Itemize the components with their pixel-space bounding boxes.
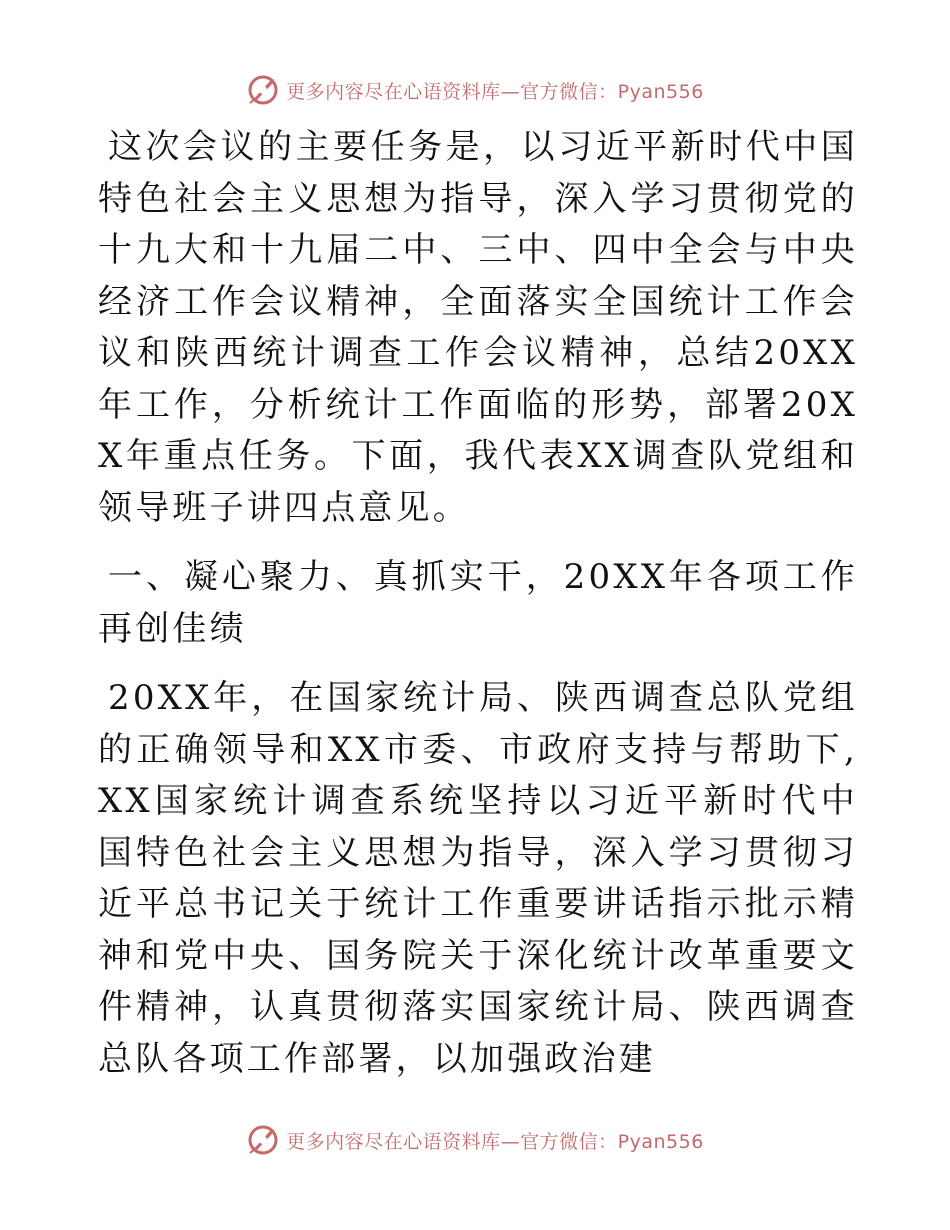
watermark-text: 更多内容尽在心语资料库—官方微信：Pyan556 — [286, 80, 704, 103]
paragraph-section-one-body: 20XX年，在国家统计局、陕西调查总队党组的正确领导和XX市委、市政府支持与帮助下,XX国家统计调查系统坚持以习近平新时代中国特色社会主义思想为指导，深入学习贯彻习近平总书记关于统计工作重要讲话指示批示精神和党中央、国务院关于深化统计改革重要文件精神，认真贯彻落实国家统计局、陕西调查总队各项工作部署，以加强政治建 — [98, 678, 858, 1079]
section-heading-one: 一、凝心聚力、真抓实干，20XX年各项工作再创佳绩 — [98, 557, 858, 649]
header-watermark — [0, 70, 950, 110]
footer-watermark — [0, 1120, 950, 1160]
quill-pen-logo-icon — [246, 1123, 280, 1157]
document-body — [98, 122, 858, 1103]
quill-pen-logo-icon — [246, 73, 280, 107]
watermark-text: 更多内容尽在心语资料库—官方微信：Pyan556 — [286, 1130, 704, 1153]
paragraph-intro: 这次会议的主要任务是，以习近平新时代中国特色社会主义思想为指导，深入学习贯彻党的十九大和十九届二中、三中、四中全会与中央经济工作会议精神，全面落实全国统计工作会议和陕西统计调查工作会议精神，总结20XX年工作，分析统计工作面临的形势，部署20XX年重点任务。下面，我代表XX调查队党组和领导班子讲四点意见。 — [98, 127, 858, 528]
